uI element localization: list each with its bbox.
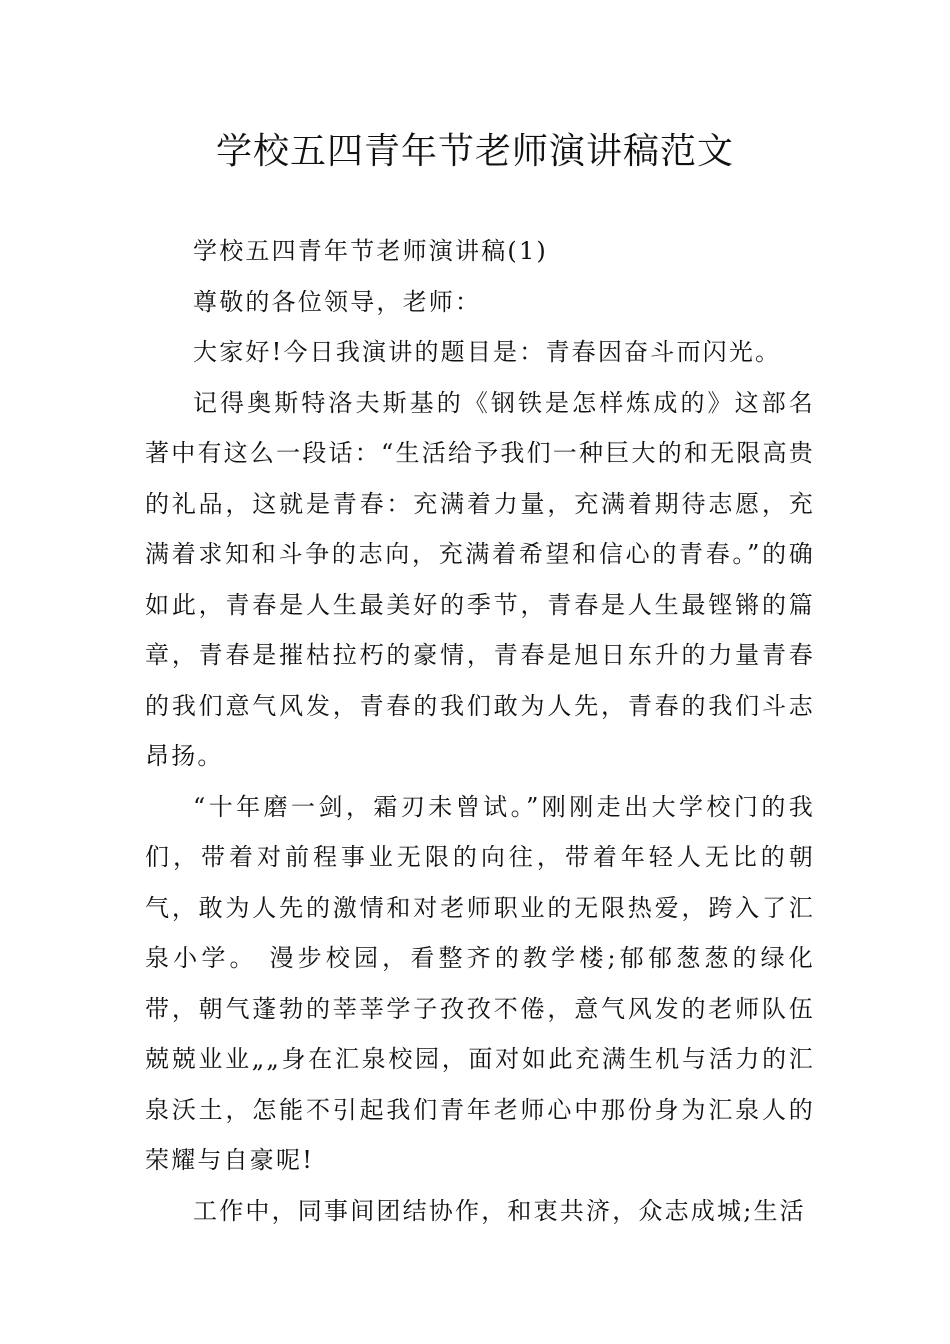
paragraph-subtitle: 学校五四青年节老师演讲稿(1) — [193, 237, 548, 265]
paragraph-body: 记得奥斯特洛夫斯基的《钢铁是怎样炼成的》这部名著中有这么一段话：“生活给予我们一种巨大的和无限高贵的礼品，这就是青春：充满着力量，充满着期待志愿，充满着求知和斗争的志向，充满着希望和信心的青春。”的确如此，青春是人生最美好的季节，青春是人生最铿锵的篇章，青春是摧枯拉朽的豪情，青春是旭日东升的力量青春的我们意气风发，青春的我们敢为人先，青春的我们斗志昂扬。 — [145, 388, 815, 770]
document-title: 学校五四青年节老师演讲稿范文 — [215, 131, 734, 172]
paragraph-greeting: 大家好!今日我演讲的题目是：青春因奋斗而闪光。 — [193, 338, 782, 366]
paragraph-body: 工作中，同事间团结协作，和衷共济，众志成城;生活 — [193, 1196, 806, 1225]
paragraph-salutation: 尊敬的各位领导，老师： — [193, 287, 482, 316]
paragraph-body: “十年磨一剑，霜刃未曾试。”刚刚走出大学校门的我们，带着对前程事业无限的向往，带着年轻人无比的朝气，敢为人先的激情和对老师职业的无限热爱，跨入了汇泉小学。 漫步校园，看整齐的教学楼;郁郁葱葱的绿化带，朝气蓬勃的莘莘学子孜孜不倦，意气风发的老师队伍兢兢业业„„身在汇泉校园，面对如此充满生机与活力的汇泉沃土，怎能不引起我们青年老师心中那份身为汇泉人的荣耀与自豪呢! — [145, 792, 815, 1174]
document-body — [145, 226, 815, 1236]
